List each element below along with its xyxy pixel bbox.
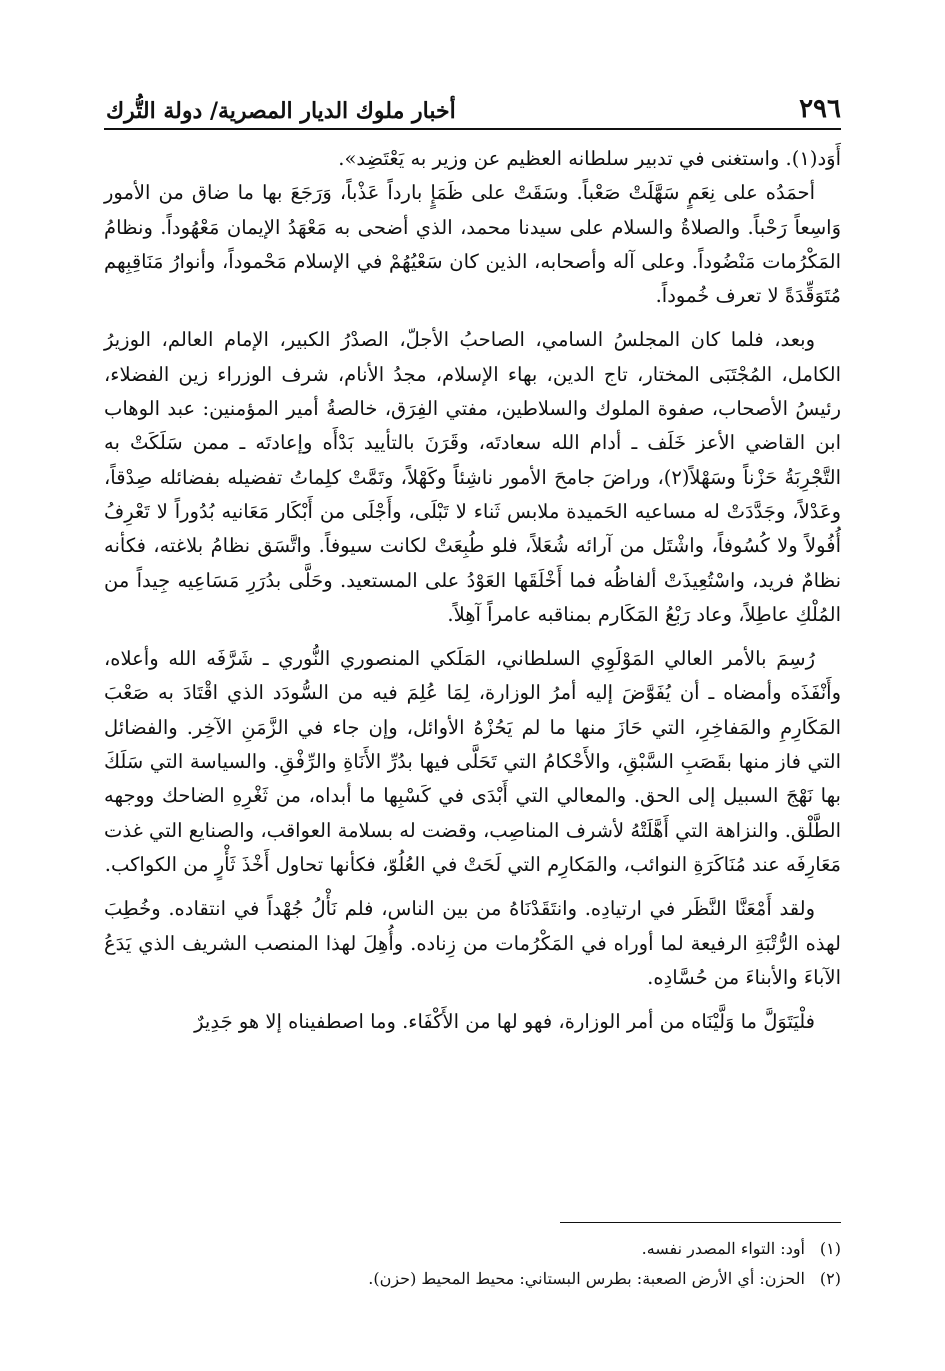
paragraph-1: أَوَد(١). واستغنى في تدبير سلطانه العظيم عن وزير به يَعْتَضِد».: [338, 147, 841, 170]
footnote-text: أود: التواء المصدر نفسه.: [641, 1239, 805, 1258]
footnote-divider: [560, 1222, 841, 1223]
footnotes: [104, 1234, 841, 1294]
footnote-text: الحزن: أي الأرض الصعبة: بطرس البستاني: محيط المحيط (حزن).: [368, 1269, 805, 1288]
footnote-number: (٢): [819, 1269, 841, 1288]
page-number: ٢٩٦: [799, 94, 841, 124]
paragraph-6: فلْيَتَوَلَّ ما وَلَّيْنَاه من أمر الوزارة، فهو لها من الأَكْفَاء. وما اصطفيناه إلا هو جَدِيرٌ: [194, 1010, 815, 1034]
main-text: [104, 142, 841, 1039]
page-header: [106, 88, 841, 124]
footnote-number: (١): [819, 1239, 841, 1258]
running-title: أخبار ملوك الديار المصرية/ دولة التُّرك: [106, 98, 456, 124]
paragraph-4: رُسِمَ بالأمر العالي المَوْلَوِي السلطاني، المَلَكي المنصوري النُّوري ـ شَرَّفَه الله وأعلاه، وأَنْفَذَه وأمضاه ـ أن يُفَوَّضَ إليه أمرُ الوزارة، لِمَا عُلِمَ فيه من السُّودَد الذي اقْتَادَ به صَعْبَ المَكَارِمِ والمَفاخِرِ، التي حَازَ منها ما لم يَحُزْهُ الأوائل، وإن جاء في الزَّمَنِ الآخِر. والفضائل التي فاز منها بقَصَبِ السَّبْقِ، والأَحْكامُ التي تَحَلَّى فيها بدُرِّ الأَنَاةِ والرِّفْقِ. والسياسة التي سَلَكَ بها نَهْجَ السبيل إلى الحق. والمعالي التي أَبْدَى في كَسْبِها ما أبداه، من ثَغْرِهِ الضاحك ووجهه الطَّلْق. والنزاهة التي أَهَّلَتْهُ لأشرف المناصِب، وقضت له بسلامة العواقب، والصنايع التي غذت مَعَارِفَه عند مُنَاكَرَةِ النوائب، والمَكارِم التي لَحَتْ في العُلُوّ، فكأنها تحاول أَخْذَ ثَأْرٍ من الكواكب.: [104, 647, 841, 876]
header-divider: [104, 128, 841, 130]
paragraph-3: وبعد، فلما كان المجلسُ السامي، الصاحبُ الأجلّ، الصدْرُ الكبير، الإمام العالم، الوزيرُ الكامل، المُجْتَبَى المختار، تاج الدين، بهاء الإسلام، مجدُ الأنام، شرف الوزراء زين الفضلاء، رئيسُ الأصحاب، صفوة الملوك والسلاطين، مفتي الفِرَق، خالصةُ أمير المؤمنين: عبد الوهاب ابن القاضي الأعز خَلَف ـ أدام الله سعادتَه، وقَرَنَ بالتأييد بَدْأَه وإعادتَه ـ ممن سَلَكَتْ به التَّجْرِبَةُ حَزْناً وسَهْلاً(٢)، وراضَ جامحَ الأمور ناشِئاً وكَهْلاً، وتَمَّتْ كلِماتُ تفضيله بفضائله صِدْقاً، وعَدْلاً، وجَدَّدَتْ له مساعيه الحَميدة ملابس ثَناء لا تَبْلَى، وأَجْلَى من أَبْكَار مَعَانيه بُدُوراً لا تَعْرِفُ أُفُولاً ولا كُسُوفاً، واشْتَل من آرائه شُعَلاً، فلو طُبِعَتْ لكانت سيوفاً. واتَّسَق نظامُ بلاغته، فكأنه نظامٌ فريد، واسْتُعِيذَتْ ألفاظُه فما أَخْلَقَها العَوْدُ على المستعيد. وحَلَّى بدُرَرِ مَسَاعِيه جِيداً من المُلْكِ عاطِلاً، وعاد رَبْعُ المَكَارم بمناقبه عامراً آهِلاً.: [104, 328, 841, 626]
paragraph-5: ولقد أَمْعَنَّا النَّظَر في ارتيادِه. وانتَقَدْنَاهُ من بين الناس، فلم نَأْلُ جُهْداً في انتقاده. وخُطِبَ لهذه الرُّتْبَةِ الرفيعة لما أوراه في المَكْرُمات من زِناده. وأُهِلَ لهذا المنصب الشريف الذي يَدَعُ الآباءَ والأبناءَ من حُسَّادِه.: [104, 897, 841, 989]
footnote-1: [104, 1234, 841, 1264]
paragraph-2: أحمَدُه على نِعَمٍ سَهَّلَتْ صَعْباً. وسَقَتْ على ظَمَإٍ بارداً عَذْباً، وَرَجَعَ بها ما ضاق من الأمور وَاسِعاً رَحْباً. والصلاةُ والسلام على سيدنا محمد، الذي أضحى به مَعْهَدُ الإيمان مَعْهُوداً. ونظامُ المَكْرُمات مَنْضُوداً. وعلى آله وأصحابه، الذين كان سَعْيُهُمْ في الإسلام مَحْموداً، وأنوارُ مَنَاقِبِهم مُتَوَقِّدَةً لا تعرف خُموداً.: [104, 181, 841, 308]
footnote-2: [104, 1264, 841, 1294]
